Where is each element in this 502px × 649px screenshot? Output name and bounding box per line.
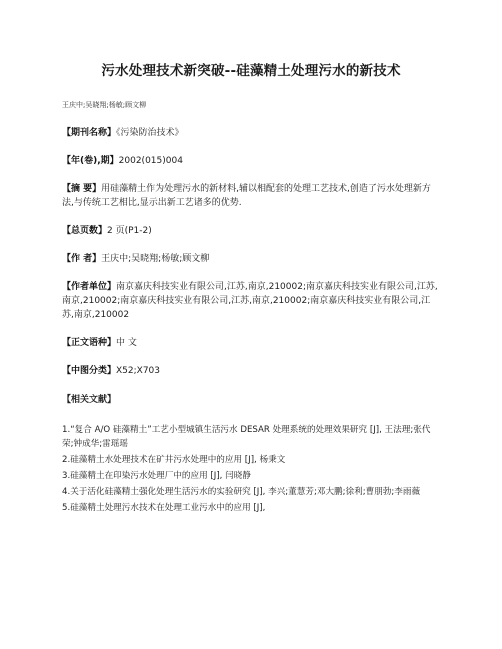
language-label: 【正文语种】 <box>62 338 117 348</box>
reference-item: 4.关于活化硅藻精土强化处理生活污水的实验研究 [J], 李兴;董慧芳;邓大鹏;徐利;曹朋勃;李雨薇 <box>62 487 421 497</box>
affiliation-value: 南京嘉庆科技实业有限公司,江苏,南京,210002;南京嘉庆科技实业有限公司,江苏,南京,210002;南京嘉庆科技实业有限公司,江苏,南京,210002;南京嘉庆科技实业有限公司,江苏,南京,210002 <box>62 282 438 320</box>
pages-field <box>62 224 440 238</box>
reference-list <box>62 423 440 515</box>
abstract-field <box>62 182 440 210</box>
classification-value: X52;X703 <box>116 366 161 376</box>
journal-value: 《污染防治技术》 <box>116 128 184 138</box>
reference-item: 1.“复合 A/O 硅藻精土”工艺小型城镇生活污水 DESAR 处理系统的处理效果研究 [J], 王法理;张代荣;钟成华;雷瑶瑶 <box>62 425 431 449</box>
reference-item: 2.硅藻精土水处理技术在矿井污水处理中的应用 [J], 杨秉文 <box>62 455 286 465</box>
language-field <box>62 336 440 350</box>
year-value: 2002(015)004 <box>118 156 183 166</box>
author-line: 王庆中;吴晓翔;杨敏;顾文柳 <box>62 101 147 109</box>
reference-item: 5.硅藻精土处理污水技术在处理工业污水中的应用 [J], <box>62 503 266 513</box>
references-heading: 【相关文献】 <box>62 395 117 405</box>
reference-item: 3.硅藻精土在印染污水处理厂中的应用 [J], 闫晓静 <box>62 471 251 481</box>
affiliation-label: 【作者单位】 <box>62 282 117 292</box>
pages-value: 2 页(P1-2) <box>107 226 152 236</box>
abstract-value: 用硅藻精土作为处理污水的新材料,辅以相配套的处理工艺技术,创造了污水处理新方法,与传统工艺相比,显示出新工艺诸多的优势. <box>62 184 431 208</box>
classification-label: 【中图分类】 <box>62 366 117 376</box>
year-field <box>62 154 440 168</box>
year-label: 【年(卷),期】 <box>62 156 119 166</box>
classification-field <box>62 364 440 378</box>
author-value: 王庆中;吴晓翔;杨敏;顾文柳 <box>101 254 210 264</box>
abstract-label: 【摘 要】 <box>62 184 102 194</box>
language-value: 中 文 <box>116 338 137 348</box>
pages-label: 【总页数】 <box>62 226 108 236</box>
document-title: 污水处理技术新突破--硅藻精土处理污水的新技术 <box>101 63 401 79</box>
journal-field <box>62 126 440 140</box>
journal-label: 【期刊名称】 <box>62 128 117 138</box>
author-label: 【作 者】 <box>62 254 102 264</box>
affiliation-field <box>62 280 440 322</box>
author-field <box>62 252 440 266</box>
